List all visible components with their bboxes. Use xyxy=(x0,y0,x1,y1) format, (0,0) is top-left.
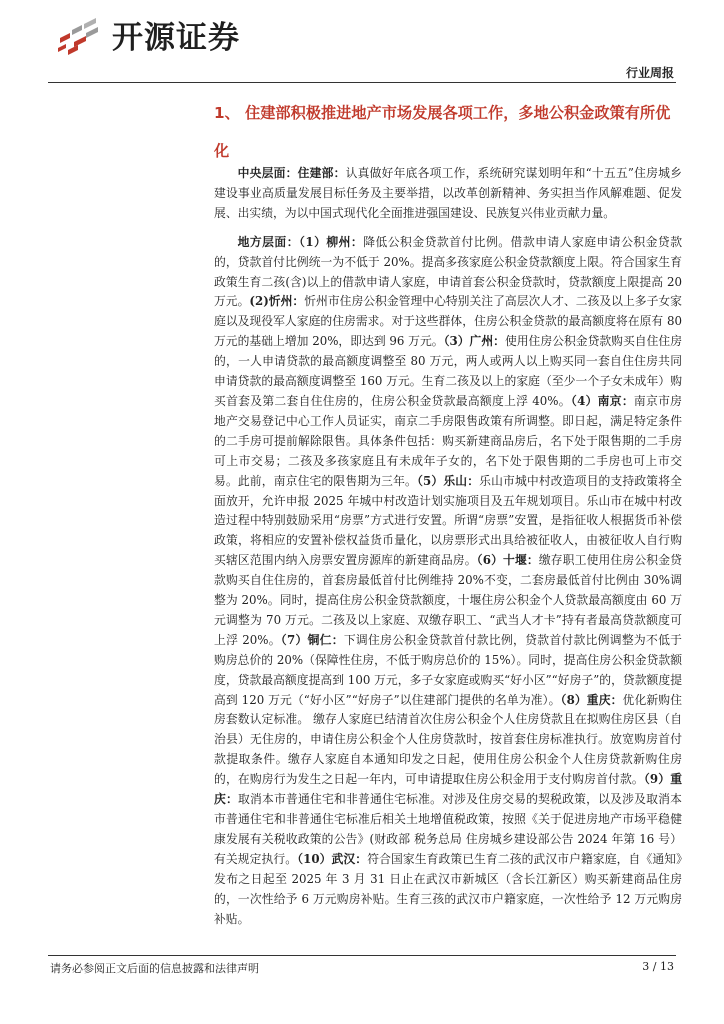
policy-item-heading: （5）乐山： xyxy=(416,473,480,488)
policy-item-heading: (2)忻州： xyxy=(249,294,305,309)
policy-item-heading: （1）柳州： xyxy=(299,234,364,249)
policy-item-text: 下调住房公积金贷款首付款比例，贷款首付款比例调整为不低于购房总价的 20%（保障性住房，不低于购房总价的 15%）。同时，提高住房公积金贷款额度，贷款最高额度提高到 100 万元，多子女家庭或购买“好小区”“好房子”的，贷款额度提高到 120 万元（“好小区”“好房子”以住建部门提供的名单为准）。 xyxy=(214,632,682,707)
kaiyuan-logo-icon xyxy=(56,18,102,58)
footer-disclaimer: 请务必参阅正文后面的信息披露和法律声明 xyxy=(50,962,259,975)
report-body xyxy=(214,164,682,929)
report-type-label: 行业周报 xyxy=(625,66,674,80)
brand-name: 开源证券 xyxy=(112,20,240,56)
central-lead: 中央层面：住建部： xyxy=(237,166,346,180)
policy-item-text: 南京市房地产交易登记中心工作人员证实，南京二手房限售政策有所调整。即日起，满足特定条件的二手房可提前解除限售。具体条件包括：购买新建商品房后，名下处于限售期的二手房可上市交易；二孩及多孩家庭且有未成年子女的，名下处于限售期的二手房也可上市交易。此前，南京住宅的限售期为三年。 xyxy=(214,393,682,488)
policy-item-text: 降低公积金贷款首付比例。借款申请人家庭申请公积金贷款的，贷款首付比例统一为不低于 20%。提高多孩家庭公积金贷款额度上限。符合国家生育政策生育二孩(含)以上的借款申请人家庭，申请首套公积金贷款时，贷款额度上限提高 20 万元。 xyxy=(214,234,682,309)
local-lead: 地方层面： xyxy=(237,234,299,249)
policy-item-heading: （9）重庆： xyxy=(214,772,682,807)
page-number: 3 / 13 xyxy=(642,960,674,973)
policy-item-text: 使用住房公积金贷款购买自住住房的，一人申请贷款的最高额度调整至 80 万元，两人或两人以上购买同一套自住住房共同申请贷款的最高额度调整至 160 万元。生育二孩及以上的家庭（至少一个子女未成年）购买首套及第二套自住住房的，住房公积金贷款最高额度上浮 40%。 xyxy=(214,334,682,408)
local-paragraph xyxy=(214,233,682,930)
policy-item-heading: （3）广州： xyxy=(443,334,505,349)
policy-item-text: 忻州市住房公积金管理中心特别关注了高层次人才、二孩及以上多子女家庭以及现役军人家庭的住房需求。对于这些群体，住房公积金贷款的最高额度将在原有 80 万元的基础上增加 20%，即达到 96 万元。 xyxy=(214,294,682,349)
policy-item-heading: （8）重庆： xyxy=(560,692,623,707)
header-divider xyxy=(48,82,676,83)
policy-item-heading: （7）铜仁： xyxy=(280,632,344,647)
brand-logo xyxy=(56,18,240,58)
policy-item-heading: （6）十堰： xyxy=(476,553,539,568)
policy-item-text: 缴存职工使用住房公积金贷款购买自住住房的，首套房最低首付比例维持 20%不变，二套房最低首付比例由 30%调整为 20%。同时，提高住房公积金贷款额度，十堰住房公积金个人贷款最高额度由 60 万元调整为 70 万元。二孩及以上家庭、双缴存职工、“武当人才卡”持有者最高贷款额度可上浮 20%。 xyxy=(214,553,682,647)
policy-item-text: 优化新购住房套数认定标准。 缴存人家庭已结清首次住房公积金个人住房贷款且在拟购住房区县（自治县）无住房的，申请住房公积金个人住房贷款时，按首套住房标准执行。放宽购房首付款提取条件。缴存人家庭自本通知印发之日起，使用住房公积金个人住房贷款新购住房的，在购房行为发生之日起一年内，可申请提取住房公积金用于支付购房首付款。 xyxy=(214,692,682,787)
policy-item-text: 取消本市普通住宅和非普通住宅标准。对涉及住房交易的契税政策，以及涉及取消本市普通住宅和非普通住宅标准后相关土地增值税政策，按照《关于促进房地产市场平稳健康发展有关税收政策的公告》(财政部 税务总局 住房城乡建设部公告 2024 年第 16 号）有关规定执行。 xyxy=(214,792,682,866)
policy-item-heading: （10）武汉： xyxy=(297,851,368,866)
section-title: 1、 住建部积极推进地产市场发展各项工作，多地公积金政策有所优化 xyxy=(214,104,671,160)
policy-item-text: 乐山市城中村改造项目的支持政策将全面放开，允许申报 2025 年城中村改造计划实施项目及五年规划项目。乐山市在城中村改造过程中特别鼓励采用“房票”方式进行安置。所谓“房票”安置，是指征收人根据货币补偿政策，将相应的安置补偿权益货币量化，以房票形式出具给被征收人，由被征收人自行购买辖区范围内纳入房票安置房源库的新建商品房。 xyxy=(214,473,682,568)
central-text: 认真做好年底各项工作，系统研究谋划明年和“十五五”住房城乡建设事业高质量发展目标任务及主要举措，以改革创新精神、务实担当作风解难题、促发展、出实绩，为以中国式现代化全面推进强国建设、民族复兴伟业贡献力量。 xyxy=(214,166,682,220)
footer-divider xyxy=(48,955,676,956)
policy-item-text: 符合国家生育政策已生育二孩的武汉市户籍家庭，自《通知》发布之日起至 2025 年 3 月 31 日止在武汉市新城区（含长江新区）购买新建商品住房的，一次性给予 6 万元购房补贴。生育三孩的武汉市户籍家庭，一次性给予 12 万元购房补贴。 xyxy=(214,851,682,926)
policy-item-heading: （4）南京： xyxy=(570,393,634,408)
central-paragraph xyxy=(214,164,682,224)
